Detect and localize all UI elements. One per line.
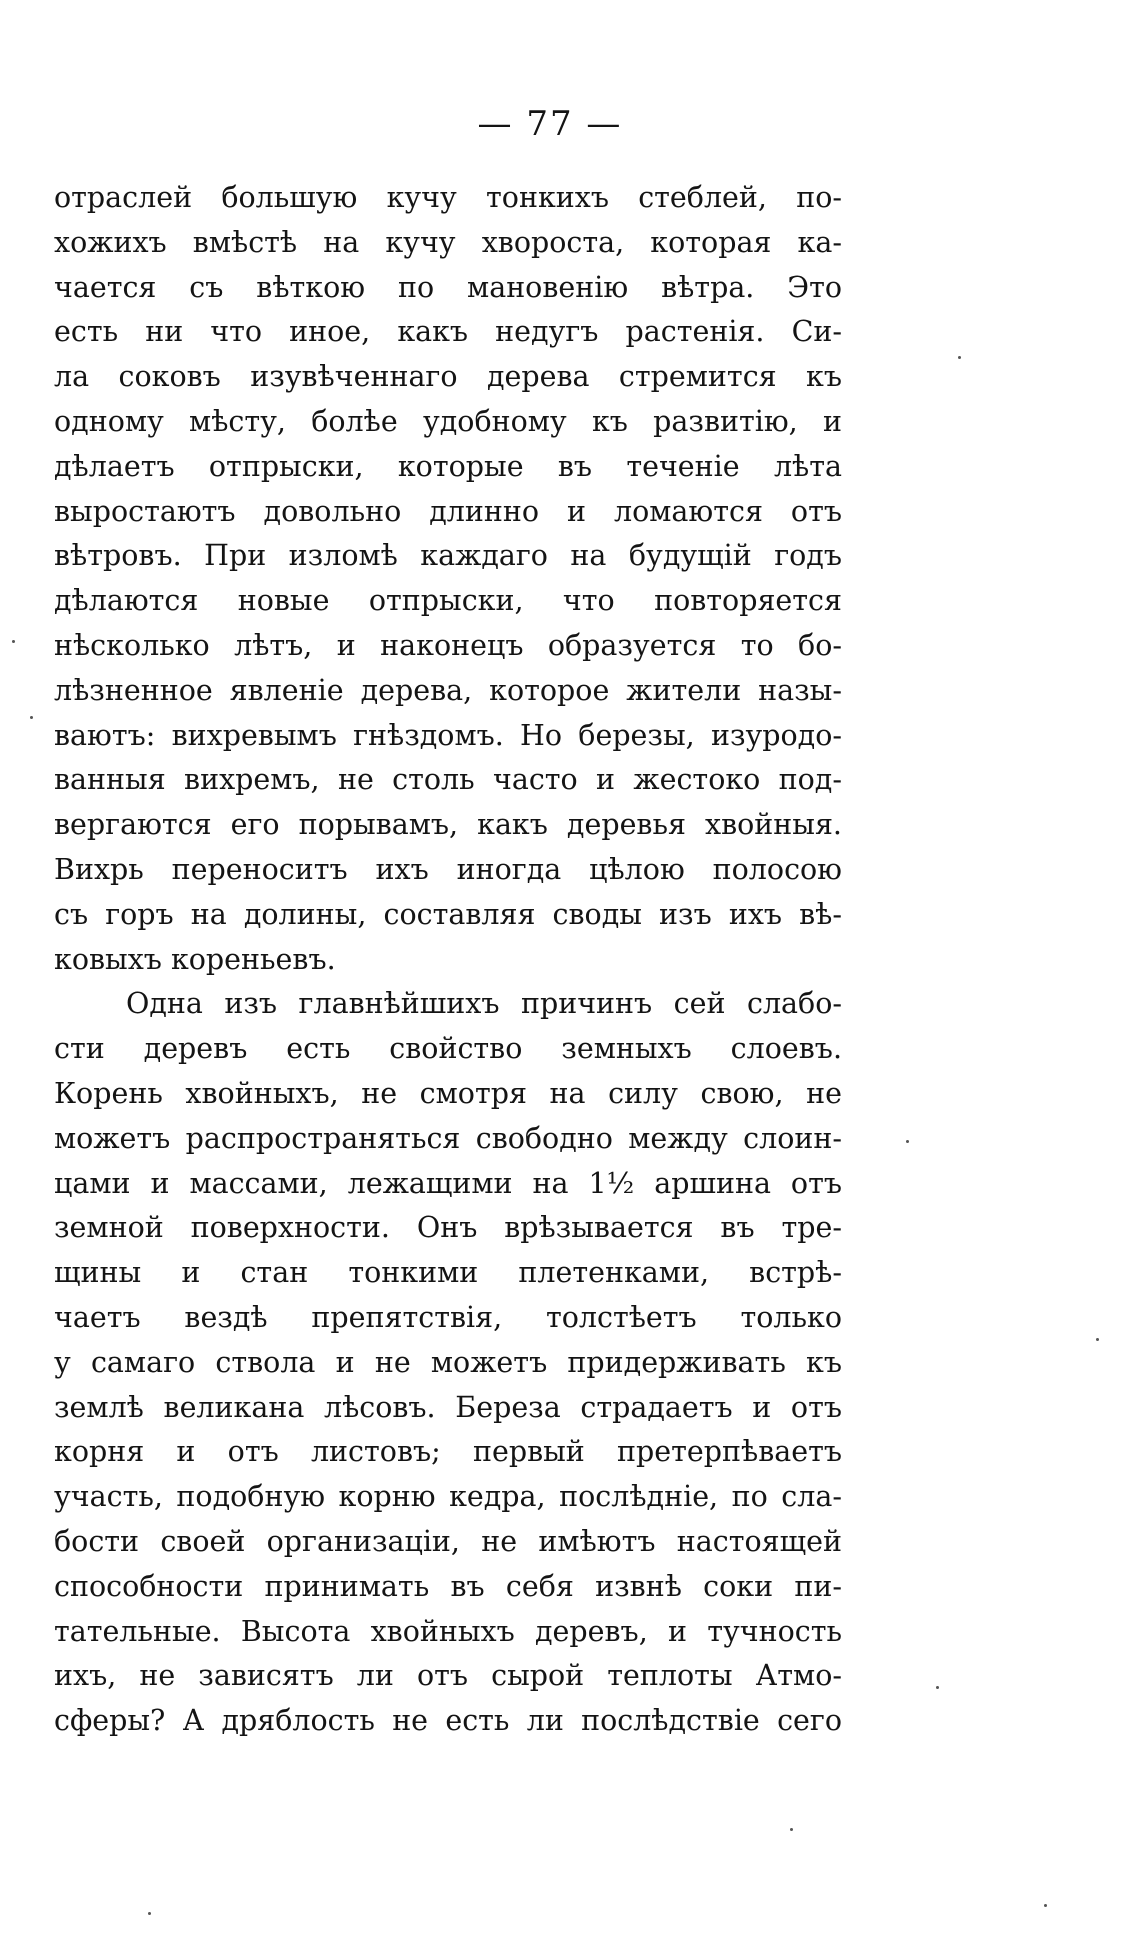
text-line: тательные. Высота хвойныхъ деревъ, и тучность xyxy=(54,1614,842,1648)
text-line: лѣзненное явленіе дерева, которое жители назы- xyxy=(54,673,842,707)
text-line: ванныя вихремъ, не столь часто и жестоко под- xyxy=(54,763,842,797)
paragraph-2 xyxy=(54,982,842,1744)
text-line: способности принимать въ себя извнѣ соки пи- xyxy=(54,1569,842,1603)
text-line: Корень хвойныхъ, не смотря на силу свою, не xyxy=(54,1076,842,1110)
text-line: землѣ великана лѣсовъ. Береза страдаетъ и отъ xyxy=(54,1390,842,1424)
text-line: съ горъ на долины, составляя своды изъ ихъ вѣ- xyxy=(54,897,842,931)
scan-speck xyxy=(906,1140,909,1143)
text-line: чаетъ вездѣ препятствія, толстѣетъ только xyxy=(54,1300,842,1334)
text-line: хожихъ вмѣстѣ на кучу хвороста, которая ка- xyxy=(54,225,842,259)
text-line: Одна изъ главнѣйшихъ причинъ сей слабо- xyxy=(126,987,842,1021)
text-line: корня и отъ листовъ; первый претерпѣваетъ xyxy=(54,1435,842,1469)
text-line: Вихрь переноситъ ихъ иногда цѣлою полосою xyxy=(54,852,842,886)
text-line: выростаютъ довольно длинно и ломаются отъ xyxy=(54,494,842,528)
text-line: вергаются его порывамъ, какъ деревья хвойныя. xyxy=(54,808,842,842)
text-line: у самаго ствола и не можетъ придерживать къ xyxy=(54,1345,842,1379)
text-line: цами и массами, лежащими на 1½ аршина отъ xyxy=(54,1166,842,1200)
text-line: нѣсколько лѣтъ, и наконецъ образуется то бо- xyxy=(54,628,842,662)
paragraph-1 xyxy=(54,176,842,982)
text-line: ла соковъ изувѣченнаго дерева стремится къ xyxy=(54,360,842,394)
text-line: есть ни что иное, какъ недугъ растенія. Си- xyxy=(54,315,842,349)
body-text xyxy=(54,176,842,1744)
text-line: можетъ распространяться свободно между слоин- xyxy=(54,1121,842,1155)
text-line: сферы? А дряблость не есть ли послѣдствіе сего xyxy=(54,1704,842,1738)
page-number: — 77 — xyxy=(477,104,623,144)
text-line: ихъ, не зависятъ ли отъ сырой теплоты Атмо- xyxy=(54,1659,842,1693)
text-line: ковыхъ кореньевъ. xyxy=(54,942,336,976)
text-line: участь, подобную корню кедра, послѣдніе, по сла- xyxy=(54,1480,842,1514)
scan-speck xyxy=(30,716,33,719)
text-line: щины и стан тонкими плетенками, встрѣ- xyxy=(54,1256,842,1290)
text-line: бости своей организаціи, не имѣютъ настоящей xyxy=(54,1524,842,1558)
text-line: вѣтровъ. При изломѣ каждаго на будущій годъ xyxy=(54,539,842,573)
scan-speck xyxy=(1096,1338,1099,1341)
text-line: сти деревъ есть свойство земныхъ слоевъ. xyxy=(54,1032,842,1066)
scan-speck xyxy=(148,1912,151,1915)
text-line: чается съ вѣткою по мановенію вѣтра. Это xyxy=(54,270,842,304)
text-line: дѣлаются новые отпрыски, что повторяется xyxy=(54,584,842,618)
scan-speck xyxy=(12,640,15,643)
scan-speck xyxy=(790,1828,793,1831)
text-line: одному мѣсту, болѣе удобному къ развитію, и xyxy=(54,404,842,438)
text-line: дѣлаетъ отпрыски, которые въ теченіе лѣта xyxy=(54,449,842,483)
text-line: ваютъ: вихревымъ гнѣздомъ. Но березы, изуродо- xyxy=(54,718,842,752)
scan-speck xyxy=(1044,1904,1047,1907)
scan-speck xyxy=(958,356,961,359)
text-line: отраслей большую кучу тонкихъ стеблей, по- xyxy=(54,181,842,214)
text-line: земной поверхности. Онъ врѣзывается въ тре- xyxy=(54,1211,842,1245)
scan-speck xyxy=(936,1686,939,1689)
